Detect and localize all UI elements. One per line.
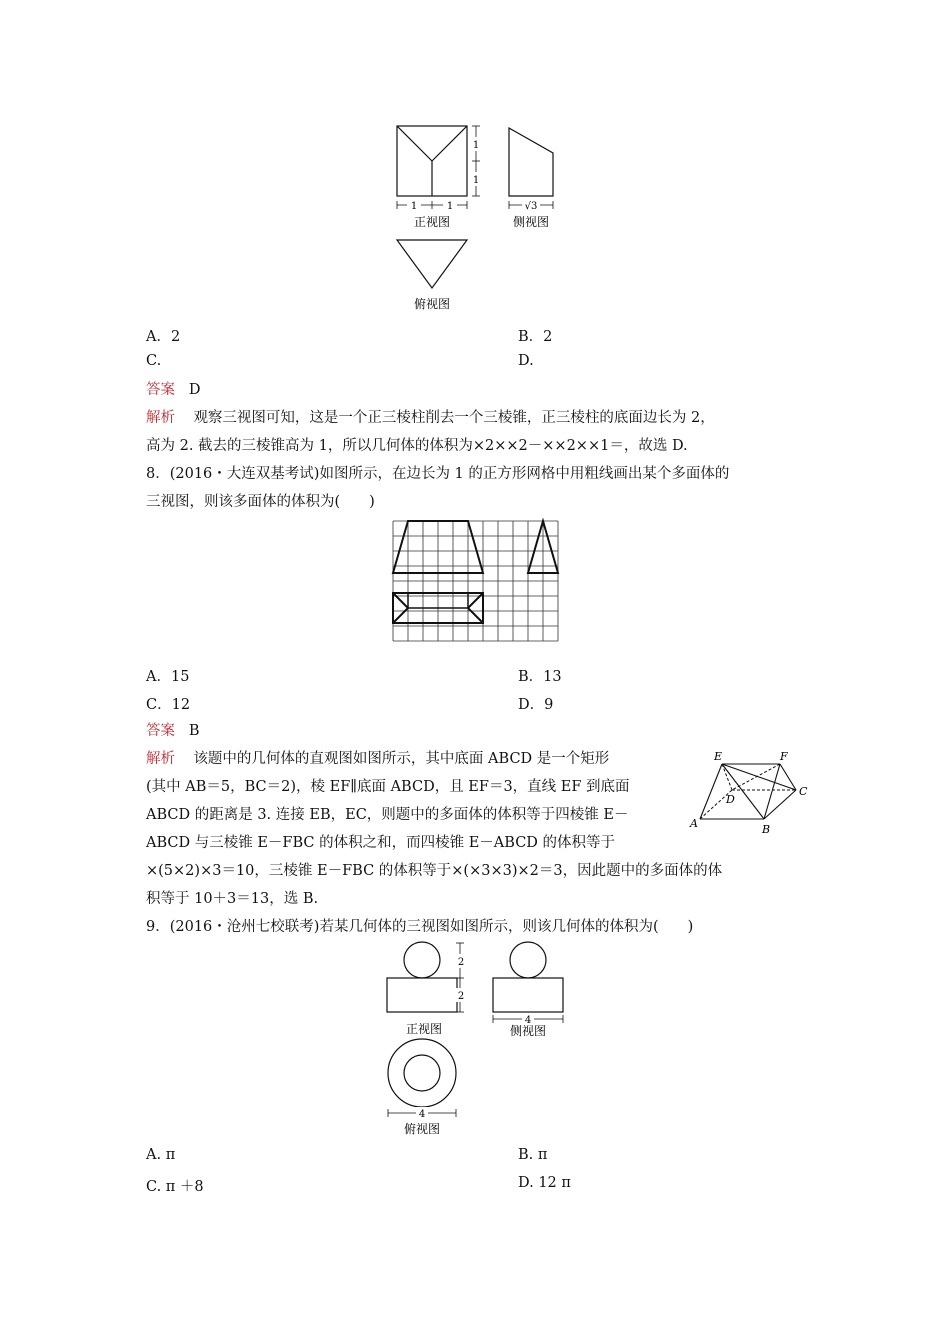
q8-analysis-line1 <box>146 746 706 772</box>
q9-front-view <box>387 942 464 1012</box>
q8-answer-value: B <box>188 723 200 739</box>
q9-front-dim-bottom: 2 <box>457 991 465 1002</box>
q7-analysis-label: 解析 <box>146 410 175 426</box>
q8-label-d: D <box>726 793 735 806</box>
q8-stem-line2: 三视图，则该多面体的体积为( ) <box>146 494 375 510</box>
q8-stem-line1: 8．(2016・大连双基考试)如图所示，在边长为 1 的正方形网格中用粗线画出某个多面体的 <box>146 466 730 482</box>
q8-analysis-label: 解析 <box>146 751 175 767</box>
q7-analysis-text1: 观察三视图可知，这是一个正三棱柱削去一个三棱锥，正三棱柱的底面边长为 2， <box>193 410 715 426</box>
q9-top-view <box>388 1039 456 1117</box>
q7-option-a: A．2 <box>146 329 181 345</box>
q9-option-d: D. 12 π <box>518 1175 571 1191</box>
q8-grid-figure <box>390 518 560 652</box>
q9-front-dim-top: 2 <box>457 957 465 968</box>
q8-analysis-line4: ABCD 与三棱锥 E－FBC 的体积之和，而四棱锥 E－ABCD 的体积等于 <box>146 835 616 851</box>
q7-front-dim-right: 1 <box>446 201 454 212</box>
q7-front-caption: 正视图 <box>413 215 451 229</box>
q9-side-caption: 侧视图 <box>509 1024 547 1038</box>
q8-option-c: C．12 <box>146 697 191 713</box>
q9-front-caption: 正视图 <box>405 1022 443 1036</box>
q7-front-view <box>397 126 480 209</box>
q7-front-dim-left: 1 <box>410 201 418 212</box>
q7-option-c: C. <box>146 353 162 369</box>
q9-top-caption: 俯视图 <box>403 1122 441 1136</box>
q8-analysis-line2: (其中 AB＝5，BC＝2)，棱 EF∥底面 ABCD，且 EF＝3，直线 EF 到底面 <box>146 779 630 795</box>
q7-answer <box>146 377 816 403</box>
q7-top-caption: 俯视图 <box>413 297 451 311</box>
q8-analysis-text1: 该题中的几何体的直观图如图所示，其中底面 ABCD 是一个矩形 <box>193 751 610 767</box>
q8-label-a: A <box>690 817 698 830</box>
q9-side-view <box>493 942 563 1023</box>
q9-three-view-figure <box>384 940 574 1138</box>
q7-three-view-figure <box>390 118 565 318</box>
q8-answer-label: 答案 <box>146 723 175 739</box>
q8-option-b: B．13 <box>518 669 562 685</box>
q7-option-d: D. <box>518 353 534 369</box>
q9-option-a: A. π <box>146 1147 176 1163</box>
q9-option-b: B. π <box>518 1147 548 1163</box>
q7-side-dim: √3 <box>524 201 538 212</box>
q8-answer <box>146 718 816 744</box>
q7-side-caption: 侧视图 <box>512 215 550 229</box>
q8-analysis-line5: ×(5×2)×3＝10，三棱锥 E－FBC 的体积等于×(×3×3)×2＝3，因此题中的多面体的体 <box>146 863 723 879</box>
q9-stem: 9．(2016・沧州七校联考)若某几何体的三视图如图所示，则该几何体的体积为( ) <box>146 919 694 935</box>
q8-option-d: D．9 <box>518 697 554 713</box>
q8-analysis-line6: 积等于 10＋3＝13，选 B. <box>146 891 319 907</box>
q7-front-dim-bottom: 1 <box>472 175 480 186</box>
q7-option-b: B．2 <box>518 329 553 345</box>
q8-label-e: E <box>714 750 723 763</box>
q8-label-f: F <box>780 750 788 763</box>
q9-top-dim: 4 <box>418 1109 426 1120</box>
q7-answer-value: D <box>188 382 201 398</box>
q8-option-a: A．15 <box>146 669 190 685</box>
q8-label-b: B <box>762 823 771 836</box>
q7-answer-label: 答案 <box>146 382 175 398</box>
q8-analysis-line3: ABCD 的距离是 3. 连接 EB，EC，则题中的多面体的体积等于四棱锥 E－ <box>146 807 629 823</box>
q8-solid-figure <box>688 745 818 840</box>
q9-side-dim: 4 <box>524 1015 532 1026</box>
q7-side-view <box>509 128 553 209</box>
q7-front-dim-top: 1 <box>472 140 480 151</box>
q7-analysis-line1 <box>146 405 816 431</box>
q7-top-view <box>397 240 467 288</box>
q7-analysis-line2: 高为 2. 截去的三棱锥高为 1，所以几何体的体积为×2××2－××2××1＝，故选 D. <box>146 438 688 454</box>
q9-option-c: C. π ＋8 <box>146 1179 204 1195</box>
q8-label-c: C <box>799 785 808 798</box>
